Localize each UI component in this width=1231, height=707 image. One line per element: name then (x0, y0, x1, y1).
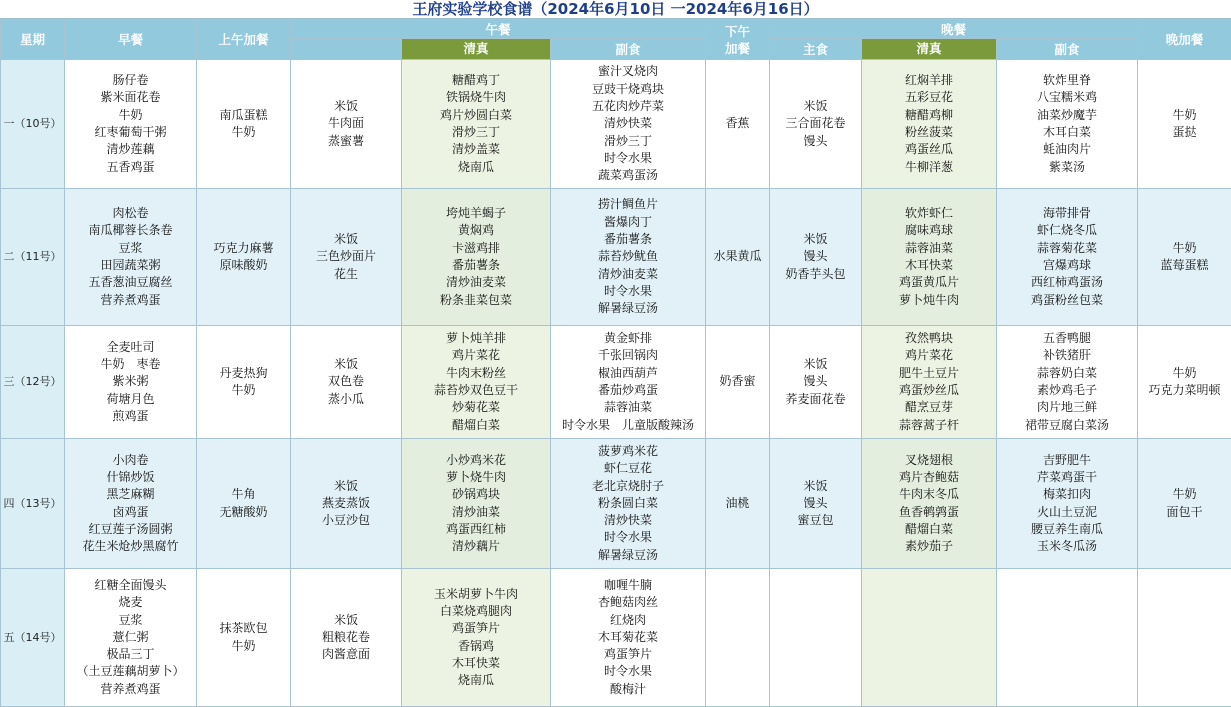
menu-item: 番茄炒鸡蛋 (597, 383, 658, 397)
menu-item: 牛奶 (1172, 487, 1197, 502)
menu-item: 清炒盖菜 (451, 142, 500, 157)
menu-item: 牛奶 枣卷 (100, 357, 161, 372)
lunch-halal-cell (402, 326, 551, 439)
evening-snack-cell (1138, 60, 1231, 189)
header-day: 星期 (1, 20, 65, 60)
menu-item: 馒头 (803, 133, 828, 148)
menu-table (0, 19, 1231, 707)
dinner-staple-cell (770, 60, 862, 189)
menu-item: 蒜蓉蒿子杆 (898, 417, 959, 432)
menu-item: 萝卜炖牛肉 (898, 292, 959, 307)
menu-item: 荞麦面花卷 (785, 391, 846, 406)
menu-item: 海带排骨 (1042, 206, 1091, 221)
lunch-staple-cell (291, 326, 402, 439)
menu-item: 紫米粥 (112, 374, 149, 389)
menu-item: 牛肉面 (327, 116, 364, 131)
dinner-side-cell (997, 60, 1138, 189)
menu-item: 蒜苔炒双色豆干 (433, 383, 518, 397)
menu-item: 解暑绿豆汤 (597, 547, 658, 562)
menu-item: 鸡片杏鲍菇 (898, 469, 959, 484)
evening-snack-cell (1138, 189, 1231, 326)
menu-item: （土豆莲藕胡萝卜） (76, 664, 185, 679)
menu-item: 蒜蓉奶白菜 (1036, 365, 1097, 380)
menu-item: 时令水果 (603, 664, 652, 679)
day-row (1, 189, 1231, 326)
menu-item: 蛋挞 (1172, 125, 1197, 139)
menu-item: 椒油西葫芦 (597, 365, 658, 380)
menu-item: 木耳快菜 (904, 258, 953, 272)
menu-item: 肉松卷 (112, 206, 149, 221)
menu-item: 西红柿鸡蛋汤 (1030, 275, 1103, 290)
lunch-halal-cell (402, 439, 551, 569)
menu-item: 蒜蓉油菜 (603, 400, 652, 415)
header-lunch: 午餐 (291, 20, 706, 39)
menu-item: 清炒油麦菜 (597, 266, 658, 281)
lunch-side-cell (551, 189, 706, 326)
menu-item: 虾仁烧冬瓜 (1036, 223, 1097, 238)
menu-item: 酱爆肉丁 (603, 214, 652, 229)
menu-item: 滑炒三丁 (451, 125, 500, 139)
dinner-side-cell (997, 569, 1138, 707)
menu-item: 豆豉干烧鸡块 (591, 81, 664, 96)
dinner-halal-cell (862, 189, 997, 326)
menu-item: 抹茶欧包 (219, 621, 268, 636)
menu-item: 牛奶 (1172, 107, 1197, 122)
menu-item: 米饭 (333, 232, 358, 247)
menu-item: 肥牛土豆片 (898, 365, 959, 380)
menu-item: 糖醋鸡丁 (451, 73, 500, 88)
header-dinner-side: 副食 (997, 39, 1138, 60)
menu-item: 鸡蛋丝瓜 (904, 142, 953, 157)
menu-item: 菠萝鸡米花 (597, 443, 658, 458)
header-lunch-side: 副食 (551, 39, 706, 60)
menu-item: 时令水果 (603, 150, 652, 165)
dinner-staple-cell (770, 439, 862, 569)
menu-item: 小肉卷 (112, 452, 149, 467)
menu-item: 垮炖羊蝎子 (445, 206, 506, 221)
menu-item: 五香葱油豆腐丝 (88, 275, 173, 290)
menu-item: 酸梅汁 (609, 681, 646, 696)
morning-snack-cell (197, 60, 291, 189)
menu-item: 老北京烧肘子 (591, 478, 664, 493)
menu-item: 紫菜汤 (1048, 159, 1085, 174)
menu-item: 米饭 (803, 99, 828, 114)
lunch-halal-cell (402, 189, 551, 326)
menu-item: 玉米冬瓜汤 (1036, 539, 1097, 554)
menu-item: 馒头 (803, 495, 828, 510)
menu-item: 牛肉末粉丝 (445, 365, 506, 380)
morning-snack-cell (197, 326, 291, 439)
morning-snack-cell (197, 189, 291, 326)
afternoon-snack-cell (706, 439, 770, 569)
menu-item: 薏仁粥 (112, 629, 149, 644)
menu-item: 砂锅鸡块 (451, 487, 500, 502)
header-afternoon-snack-line2: 加餐 (724, 40, 750, 56)
menu-item: 水果黄瓜 (713, 249, 762, 264)
day-label: 三（12号） (1, 326, 65, 439)
menu-item: 牛奶 (231, 125, 256, 139)
menu-item: 三色炒面片 (315, 249, 376, 264)
menu-item: 米饭 (803, 478, 828, 493)
menu-item: 五花肉炒芹菜 (591, 99, 664, 114)
breakfast-cell (65, 189, 197, 326)
menu-item: 解暑绿豆汤 (597, 301, 658, 316)
menu-item: 卡滋鸡排 (451, 240, 500, 255)
menu-item: 蚝油肉片 (1042, 142, 1091, 157)
menu-item: 无糖酸奶 (219, 504, 268, 519)
menu-item: 巧克力麻薯 (213, 240, 274, 255)
lunch-side-cell (551, 60, 706, 189)
menu-item: 小炒鸡米花 (445, 452, 506, 467)
menu-item: 鱼香鹌鹑蛋 (898, 504, 959, 519)
menu-item: 牛奶 (231, 383, 256, 397)
menu-item: 卤鸡蛋 (112, 504, 149, 519)
menu-item: 醋烹豆芽 (904, 400, 953, 415)
menu-item: 巧克力菜明顿 (1148, 383, 1221, 397)
header-evening-snack: 晚加餐 (1138, 20, 1231, 60)
menu-item: 铁锅烧牛肉 (445, 90, 506, 105)
menu-item: 鸡蛋黄瓜片 (898, 275, 959, 290)
dinner-side-cell (997, 439, 1138, 569)
menu-item: 鸡片菜花 (904, 348, 953, 363)
menu-item: 鸡蛋西红柿 (445, 521, 506, 536)
menu-item: 清炒快菜 (603, 116, 652, 131)
menu-item: 奶香芋头包 (785, 266, 846, 281)
menu-item: 醋熘白菜 (904, 521, 953, 536)
day-row (1, 569, 1231, 707)
menu-item: 补铁猪肝 (1042, 348, 1091, 363)
dinner-halal-cell (862, 439, 997, 569)
menu-title: 王府实验学校食谱（2024年6月10日 一2024年6月16日） (0, 0, 1231, 19)
evening-snack-cell (1138, 569, 1231, 707)
menu-item: 牛奶 (1172, 365, 1197, 380)
menu-item: 芹菜鸡蛋干 (1036, 469, 1097, 484)
day-label: 四（13号） (1, 439, 65, 569)
menu-item: 糖醋鸡柳 (904, 107, 953, 122)
menu-item: 番茄薯条 (603, 232, 652, 247)
menu-item: 原味酸奶 (219, 258, 268, 272)
menu-item: 小豆沙包 (321, 513, 370, 528)
menu-item: 清炒藕片 (451, 539, 500, 554)
menu-item: 荷塘月色 (106, 391, 155, 406)
day-row (1, 326, 1231, 439)
menu-item: 燕麦蒸饭 (321, 495, 370, 510)
menu-item: 鸡片菜花 (451, 348, 500, 363)
afternoon-snack-cell (706, 189, 770, 326)
lunch-staple-cell (291, 439, 402, 569)
menu-item: 油桃 (725, 495, 750, 510)
menu-item: 五彩豆花 (904, 90, 953, 105)
menu-item: 蓝莓蛋糕 (1160, 258, 1209, 272)
breakfast-cell (65, 326, 197, 439)
menu-item: 烧南瓜 (457, 673, 494, 688)
menu-item: 蒜苔炒鱿鱼 (597, 249, 658, 264)
menu-item: 裙带豆腐白菜汤 (1024, 417, 1109, 432)
menu-item: 千张回锅肉 (597, 348, 658, 363)
afternoon-snack-cell (706, 326, 770, 439)
menu-item: 杏鲍菇肉丝 (597, 595, 658, 610)
menu-item: 蒜蓉菊花菜 (1036, 240, 1097, 255)
menu-item: 黑芝麻糊 (106, 487, 155, 502)
menu-item: 时令水果 (603, 283, 652, 298)
menu-item: 木耳快菜 (451, 655, 500, 670)
menu-item: 肠仔卷 (112, 73, 149, 88)
menu-item: 蜜豆包 (797, 513, 834, 528)
menu-item: 豆浆 (118, 240, 143, 255)
menu-item: 八宝糯米鸡 (1036, 90, 1097, 105)
menu-body (1, 60, 1231, 707)
menu-item: 番茄薯条 (451, 258, 500, 272)
header-afternoon-snack (706, 20, 770, 60)
menu-item: 粉丝菠菜 (904, 125, 953, 139)
menu-item: 咖喱牛腩 (603, 577, 652, 592)
menu-item: 米饭 (803, 232, 828, 247)
dinner-staple-cell (770, 569, 862, 707)
menu-item: 米饭 (803, 357, 828, 372)
menu-item: 蔬菜鸡蛋汤 (597, 168, 658, 183)
lunch-side-cell (551, 326, 706, 439)
menu-item: 牛奶 (231, 638, 256, 653)
header-lunch-staple (291, 39, 402, 60)
lunch-side-cell (551, 569, 706, 707)
breakfast-cell (65, 569, 197, 707)
menu-item: 腰豆养生南瓜 (1030, 521, 1103, 536)
menu-item: 牛奶 (1172, 240, 1197, 255)
menu-item: 鸡蛋粉丝包菜 (1030, 292, 1103, 307)
menu-item: 清炒快菜 (603, 513, 652, 528)
lunch-side-cell (551, 439, 706, 569)
menu-item: 红枣葡萄干粥 (94, 125, 167, 139)
day-label: 二（11号） (1, 189, 65, 326)
menu-item: 黄焖鸡 (457, 223, 494, 238)
menu-item: 营养煮鸡蛋 (100, 681, 161, 696)
menu-item: 馒头 (803, 374, 828, 389)
menu-item: 宫爆鸡球 (1042, 258, 1091, 272)
header-afternoon-snack-line1: 下午 (724, 23, 750, 39)
dinner-halal-cell (862, 569, 997, 707)
dinner-side-cell (997, 326, 1138, 439)
menu-item: 油菜炒魔芋 (1036, 107, 1097, 122)
menu-item: 粉条圆白菜 (597, 495, 658, 510)
afternoon-snack-cell (706, 569, 770, 707)
menu-item: 牛肉末冬瓜 (898, 487, 959, 502)
header-dinner-staple: 主食 (770, 39, 862, 60)
menu-item: 红烧肉 (609, 612, 646, 627)
menu-item: 米饭 (333, 478, 358, 493)
menu-item: 豆浆 (118, 612, 143, 627)
dinner-staple-cell (770, 326, 862, 439)
morning-snack-cell (197, 439, 291, 569)
menu-item: 粗粮花卷 (321, 629, 370, 644)
menu-item: 红焖羊排 (904, 73, 953, 88)
menu-item: 素炒茄子 (904, 539, 953, 554)
menu-item: 虾仁豆花 (603, 461, 652, 476)
lunch-staple-cell (291, 569, 402, 707)
menu-item: 软炸里脊 (1042, 73, 1091, 88)
menu-item: 火山土豆泥 (1036, 504, 1097, 519)
lunch-halal-cell (402, 569, 551, 707)
day-row (1, 439, 1231, 569)
menu-item: 牛柳洋葱 (904, 159, 953, 174)
header-lunch-halal: 清真 (402, 39, 551, 60)
menu-item: 奶香蜜 (719, 374, 756, 389)
menu-item: 玉米胡萝卜牛肉 (433, 586, 518, 601)
menu-item: 吉野肥牛 (1042, 452, 1091, 467)
day-row (1, 60, 1231, 189)
evening-snack-cell (1138, 439, 1231, 569)
menu-item: 梅菜扣肉 (1042, 487, 1091, 502)
menu-item: 鸡蛋笋片 (451, 621, 500, 636)
menu-item: 米饭 (333, 612, 358, 627)
header-dinner: 晚餐 (770, 20, 1138, 39)
evening-snack-cell (1138, 326, 1231, 439)
menu-item: 蒜蓉油菜 (904, 240, 953, 255)
morning-snack-cell (197, 569, 291, 707)
header-breakfast: 早餐 (65, 20, 197, 60)
menu-item: 时令水果 儿童版酸辣汤 (561, 417, 694, 432)
menu-item: 蒸小瓜 (327, 391, 364, 406)
day-label: 五（14号） (1, 569, 65, 707)
menu-item: 时令水果 (603, 530, 652, 545)
menu-item: 清炒油菜 (451, 504, 500, 519)
menu-item: 炒菊花菜 (451, 400, 500, 415)
dinner-staple-cell (770, 189, 862, 326)
menu-item: 牛角 (231, 487, 256, 502)
menu-item: 田园蔬菜粥 (100, 258, 161, 272)
menu-item: 牛奶 (118, 107, 143, 122)
menu-item: 煎鸡蛋 (112, 408, 149, 423)
menu-item: 南瓜蛋糕 (219, 107, 268, 122)
menu-item: 叉烧翅根 (904, 452, 953, 467)
menu-item: 白菜烧鸡腿肉 (439, 603, 512, 618)
header-morning-snack: 上午加餐 (197, 20, 291, 60)
menu-item: 鸡片炒圆白菜 (439, 107, 512, 122)
lunch-halal-cell (402, 60, 551, 189)
menu-item: 米饭 (333, 357, 358, 372)
menu-item: 花生 (333, 266, 358, 281)
menu-item: 香锅鸡 (457, 638, 494, 653)
menu-item: 蒸蜜薯 (327, 133, 364, 148)
menu-item: 鸡蛋炒丝瓜 (898, 383, 959, 397)
menu-item: 孜然鸭块 (904, 331, 953, 346)
menu-item: 烧麦 (118, 595, 143, 610)
menu-item: 什锦炒饭 (106, 469, 155, 484)
menu-item: 蜜汁叉烧肉 (597, 64, 658, 79)
menu-item: 五香鸭腿 (1042, 331, 1091, 346)
menu-item: 滑炒三丁 (603, 133, 652, 148)
lunch-staple-cell (291, 60, 402, 189)
dinner-side-cell (997, 189, 1138, 326)
menu-item: 花生米炝炒黑腐竹 (82, 539, 179, 554)
menu-item: 萝卜烧牛肉 (445, 469, 506, 484)
menu-item: 肉片地三鲜 (1036, 400, 1097, 415)
menu-item: 鸡蛋笋片 (603, 647, 652, 662)
menu-item: 木耳菊花菜 (597, 629, 658, 644)
menu-item: 面包干 (1166, 504, 1203, 519)
menu-item: 木耳白菜 (1042, 125, 1091, 139)
menu-item: 米饭 (333, 99, 358, 114)
menu-item: 清炒莲藕 (106, 142, 155, 157)
menu-item: 营养煮鸡蛋 (100, 292, 161, 307)
menu-item: 醋熘白菜 (451, 417, 500, 432)
afternoon-snack-cell (706, 60, 770, 189)
menu-item: 素炒鸡毛子 (1036, 383, 1097, 397)
menu-item: 软炸虾仁 (904, 206, 953, 221)
dinner-halal-cell (862, 60, 997, 189)
menu-item: 红豆莲子汤圆粥 (88, 521, 173, 536)
menu-item: 肉酱意面 (321, 647, 370, 662)
breakfast-cell (65, 439, 197, 569)
menu-item: 丹麦热狗 (219, 365, 268, 380)
dinner-halal-cell (862, 326, 997, 439)
menu-item: 馒头 (803, 249, 828, 264)
menu-item: 双色卷 (327, 374, 364, 389)
menu-item: 清炒油麦菜 (445, 275, 506, 290)
menu-item: 南瓜椰蓉长条卷 (88, 223, 173, 238)
menu-item: 三合面花卷 (785, 116, 846, 131)
menu-item: 黄金虾排 (603, 331, 652, 346)
menu-item: 五香鸡蛋 (106, 159, 155, 174)
header-dinner-halal: 清真 (862, 39, 997, 60)
menu-item: 捞汁鲷鱼片 (597, 197, 658, 212)
menu-item: 香蕉 (725, 116, 750, 131)
menu-item: 紫米面花卷 (100, 90, 161, 105)
menu-item: 烧南瓜 (457, 159, 494, 174)
breakfast-cell (65, 60, 197, 189)
menu-item: 红糖全面馒头 (94, 577, 167, 592)
day-label: 一（10号） (1, 60, 65, 189)
menu-item: 腐味鸡球 (904, 223, 953, 238)
menu-item: 粉条韭菜包菜 (439, 292, 512, 307)
menu-item: 萝卜炖羊排 (445, 331, 506, 346)
menu-item: 全麦吐司 (106, 339, 155, 354)
menu-item: 极品三丁 (106, 647, 155, 662)
lunch-staple-cell (291, 189, 402, 326)
